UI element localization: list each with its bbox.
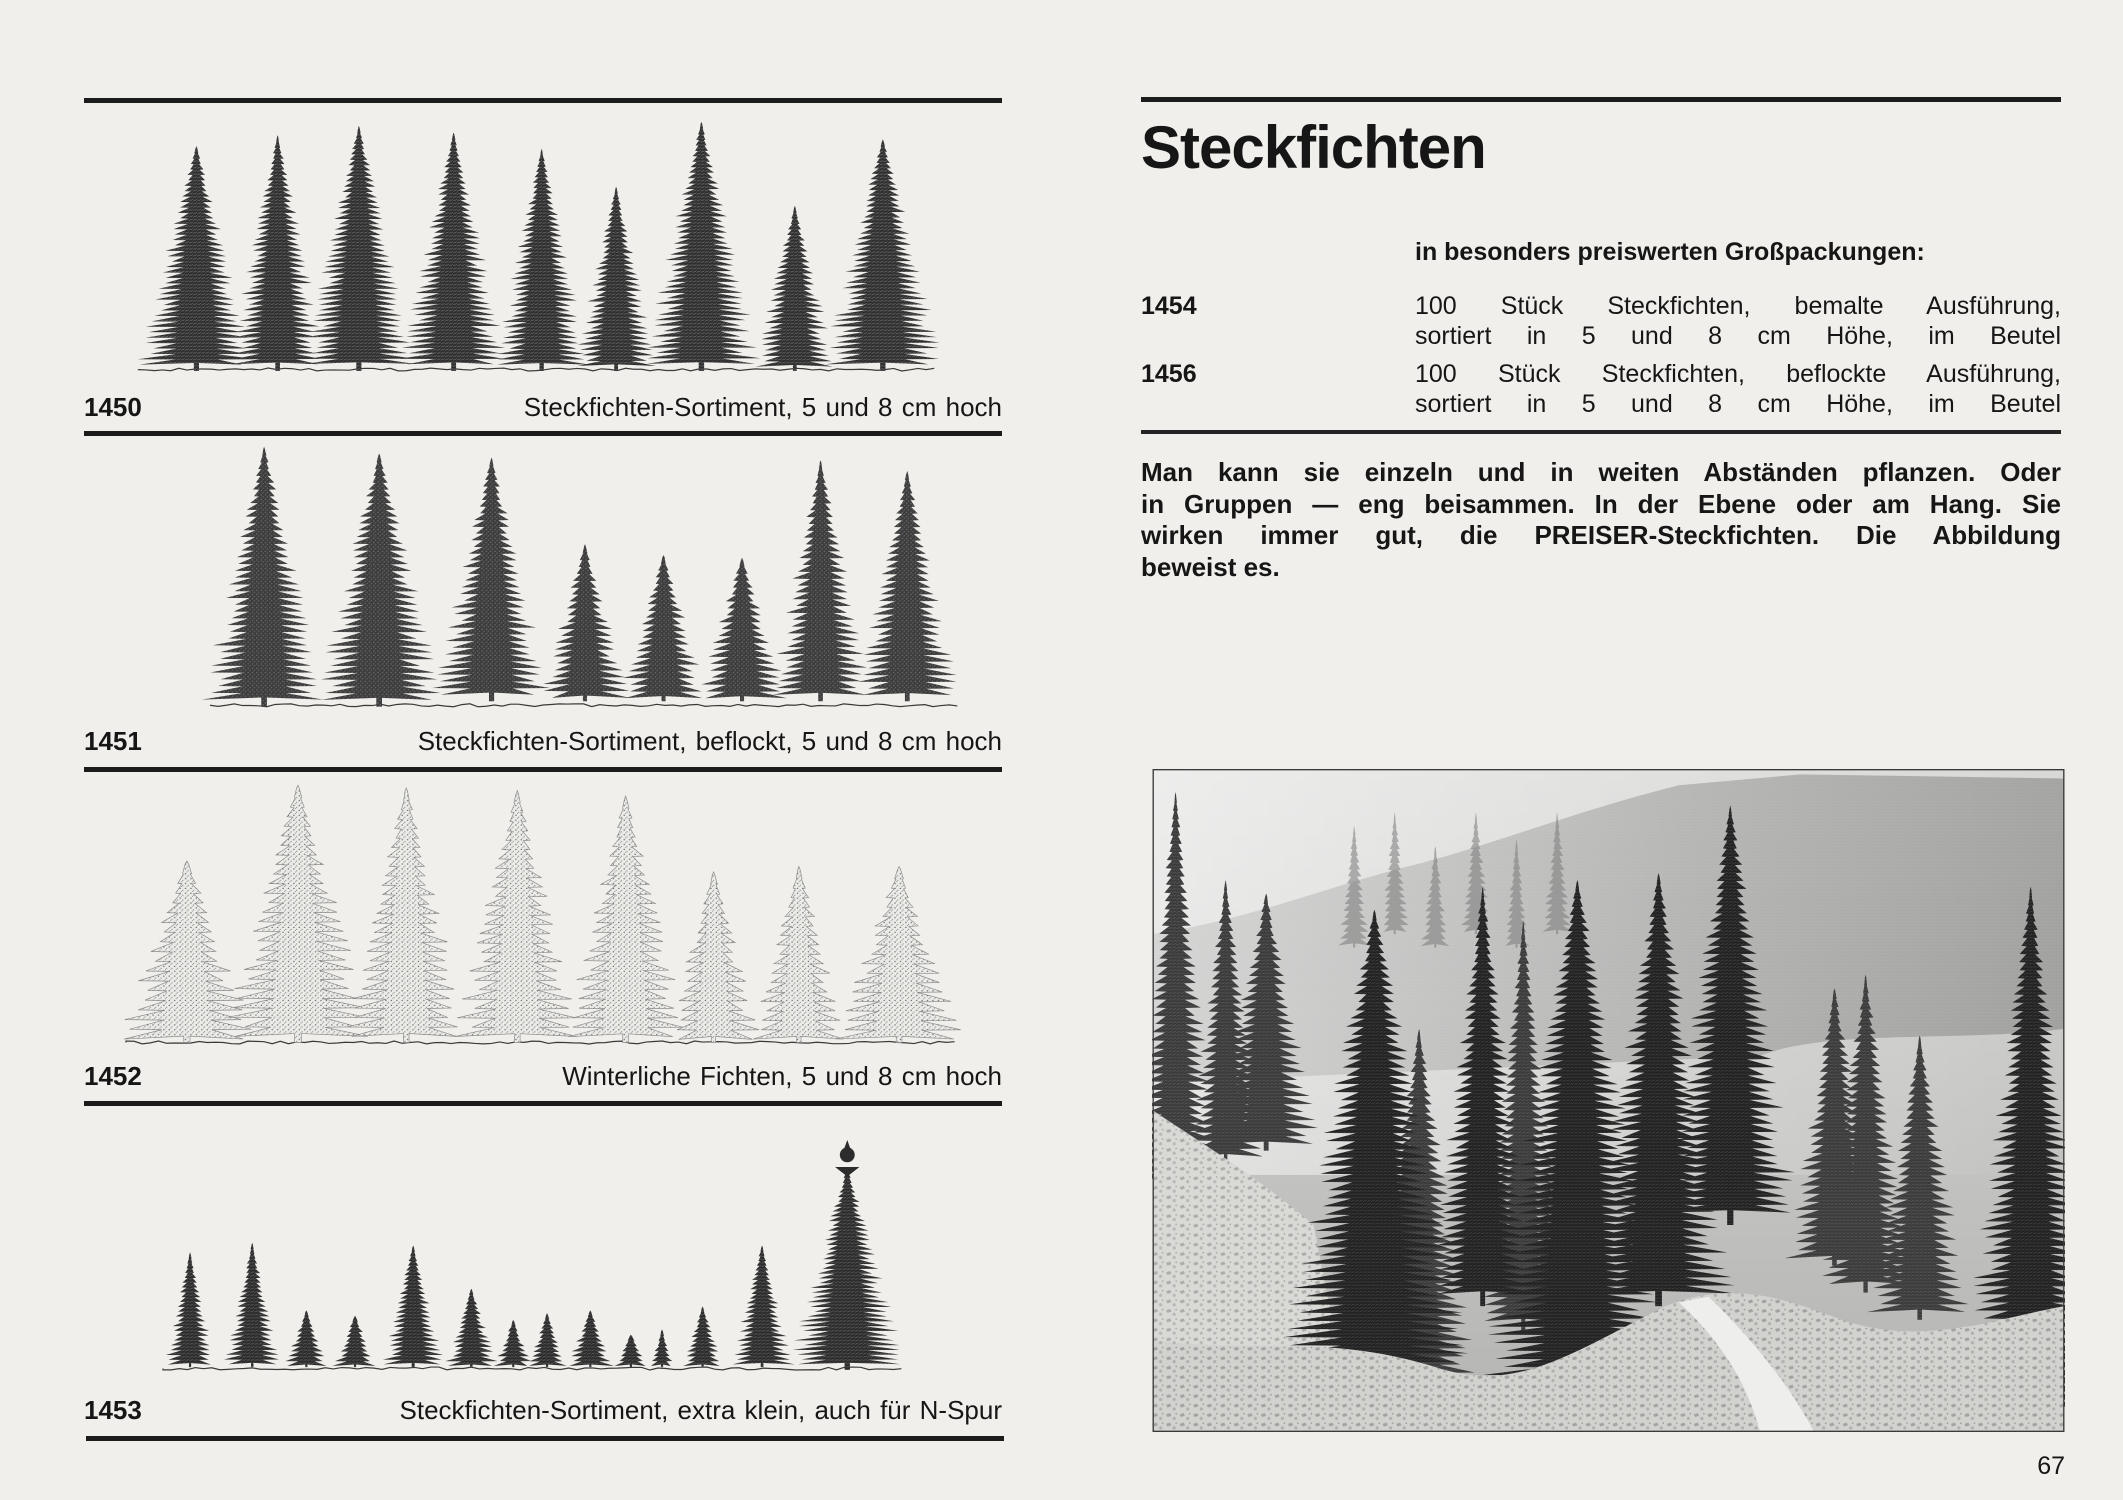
description-line: 100 Stück Steckfichten, bemalte Ausführung,: [1415, 292, 2061, 320]
ground-line: [126, 1041, 955, 1044]
flocked-spruce-tree: [432, 457, 550, 701]
snowy-spruce-tree: [455, 791, 577, 1043]
mini-spruce-tree: [494, 1320, 531, 1367]
tree-top-ornament: [835, 1140, 859, 1177]
snowy-spruce-tree: [347, 788, 458, 1043]
mini-spruce-tree: [224, 1243, 279, 1367]
mini-spruce-tree: [793, 1167, 900, 1370]
mini-spruce-tree-texture: [166, 1252, 211, 1367]
snowy-spruce-tree: [228, 785, 368, 1042]
flocked-spruce-tree-texture: [858, 471, 957, 701]
mini-spruce-tree: [332, 1316, 375, 1367]
bulk-item-1456: [1141, 359, 2061, 419]
mini-spruce-tree-texture: [494, 1320, 531, 1367]
spruce-tree: [578, 187, 656, 371]
flocked-spruce-tree: [543, 544, 629, 701]
mini-spruce-tree-texture: [793, 1167, 900, 1370]
spruce-tree-texture: [826, 139, 940, 371]
ground-line: [210, 704, 957, 707]
snowy-spruce-tree-texture: [455, 791, 577, 1043]
snowy-spruce-tree: [677, 872, 759, 1043]
paragraph-line: wirken immer gut, die PREISER-Steckfichten. Die Abbildung: [1141, 520, 2061, 550]
product-number: 1452: [84, 1061, 142, 1091]
spruce-tree-texture: [756, 206, 833, 371]
forest-photo: [1152, 769, 2065, 1432]
ornament-collar: [835, 1167, 859, 1176]
description-line: 100 Stück Steckfichten, beflockte Ausführung,: [1415, 360, 2061, 388]
product-number: 1456: [1141, 360, 1197, 388]
spruce-tree: [826, 139, 940, 371]
mini-spruce-tree: [651, 1329, 673, 1367]
spruce-tree: [756, 206, 833, 371]
product-caption-1450: [84, 392, 1002, 422]
flocked-spruce-tree-texture: [543, 544, 629, 701]
spruce-tree: [497, 149, 589, 371]
spruce-tree: [647, 122, 761, 371]
flocked-spruce-tree: [702, 558, 787, 702]
mini-spruce-tree-texture: [733, 1245, 795, 1367]
product-caption-1453: [84, 1395, 1002, 1425]
product-description: Winterliche Fichten, 5 und 8 cm hoch: [562, 1061, 1002, 1091]
flocked-spruce-tree: [321, 453, 441, 706]
mini-spruce-tree: [383, 1245, 443, 1367]
snowy-spruce-tree: [568, 796, 682, 1042]
flocked-spruce-tree-texture: [202, 447, 323, 707]
paragraph-line: Man kann sie einzeln und in weiten Abständen pflanzen. Oder: [1141, 457, 2061, 487]
page-number: 67: [2037, 1452, 2065, 1480]
mini-spruce-tree-texture: [332, 1316, 375, 1367]
mini-spruce-tree-texture: [529, 1313, 567, 1367]
mini-spruce-tree-texture: [224, 1243, 279, 1367]
spruce-tree: [306, 126, 416, 371]
mini-spruce-tree-texture: [445, 1289, 497, 1367]
spruce-tree: [400, 133, 506, 371]
snowy-spruce-tree: [835, 866, 960, 1042]
paragraph-line: beweist es.: [1141, 551, 1280, 582]
spruce-tree-texture: [231, 135, 319, 371]
flocked-spruce-tree-texture: [321, 453, 441, 706]
divider-rule: [86, 1436, 1004, 1441]
product-description: Steckfichten-Sortiment, beflockt, 5 und 8 cm hoch: [417, 726, 1002, 756]
product-description: Steckfichten-Sortiment, 5 und 8 cm hoch: [523, 392, 1002, 422]
snowy-spruce-tree: [753, 866, 843, 1042]
product-caption-1452: [84, 1061, 1002, 1091]
tree-assortment-illustration-1453: [84, 1117, 1002, 1378]
flocked-spruce-tree: [202, 447, 323, 707]
flocked-spruce-tree: [858, 471, 957, 701]
divider-rule: [84, 431, 1002, 436]
tree-assortment-illustration-1451: [84, 441, 1002, 715]
divider-rule: [1141, 97, 2061, 102]
divider-rule: [84, 1101, 1002, 1106]
mini-spruce-tree-texture: [615, 1335, 646, 1367]
tree-assortment-illustration-1452: [84, 777, 1002, 1048]
ground-line: [138, 368, 934, 371]
divider-rule: [84, 767, 1002, 772]
mini-spruce-tree-texture: [683, 1306, 720, 1367]
mini-spruce-tree-texture: [285, 1310, 326, 1367]
mini-spruce-tree: [615, 1335, 646, 1367]
snowy-spruce-tree: [124, 861, 252, 1042]
promo-paragraph: [1141, 457, 2061, 583]
spruce-tree-texture: [306, 126, 416, 371]
bulk-item-description: [1415, 291, 2061, 351]
mini-spruce-tree: [683, 1306, 720, 1367]
mini-spruce-tree-texture: [651, 1329, 673, 1367]
bulk-packs-intro: in besonders preiswerten Großpackungen:: [1415, 238, 1925, 266]
mini-spruce-tree: [733, 1245, 795, 1367]
flocked-spruce-tree-texture: [773, 460, 867, 701]
description-line: sortiert in 5 und 8 cm Höhe, im Beutel: [1415, 390, 2061, 418]
spruce-tree-texture: [647, 122, 761, 371]
ornament-ball: [840, 1147, 855, 1162]
bulk-item-1454: [1141, 291, 2061, 351]
snowy-spruce-tree-texture: [753, 866, 843, 1042]
divider-rule: [84, 98, 1002, 103]
flocked-spruce-tree-texture: [623, 555, 702, 701]
mini-spruce-tree: [166, 1252, 211, 1367]
mini-spruce-tree: [569, 1310, 614, 1367]
spruce-tree-texture: [497, 149, 589, 371]
product-number: 1453: [84, 1395, 142, 1425]
spruce-tree-texture: [578, 187, 656, 371]
snowy-spruce-tree-texture: [835, 866, 960, 1042]
ground-line: [163, 1367, 901, 1370]
flocked-spruce-tree: [623, 555, 702, 701]
mini-spruce-tree-texture: [383, 1245, 443, 1367]
page-title: Steckfichten: [1141, 114, 1486, 181]
product-number: 1454: [1141, 292, 1197, 320]
mini-spruce-tree: [445, 1289, 497, 1367]
mini-spruce-tree: [529, 1313, 567, 1367]
divider-rule: [1141, 430, 2061, 434]
spruce-tree-texture: [400, 133, 506, 371]
description-line: sortiert in 5 und 8 cm Höhe, im Beutel: [1415, 322, 2061, 350]
product-number: 1450: [84, 392, 142, 422]
flocked-spruce-tree-texture: [432, 457, 550, 701]
tree-assortment-illustration-1450: [84, 115, 1002, 379]
paragraph-line: in Gruppen — eng beisammen. In der Ebene oder am Hang. Sie: [1141, 488, 2061, 519]
product-description: Steckfichten-Sortiment, extra klein, auch für N-Spur: [399, 1395, 1002, 1425]
spruce-tree: [231, 135, 319, 371]
product-caption-1451: [84, 726, 1002, 756]
bulk-item-description: [1415, 359, 2061, 419]
flocked-spruce-tree: [773, 460, 867, 701]
mini-spruce-tree-texture: [569, 1310, 614, 1367]
flocked-spruce-tree-texture: [702, 558, 787, 702]
mini-spruce-tree: [285, 1310, 326, 1367]
product-number: 1451: [84, 726, 142, 756]
